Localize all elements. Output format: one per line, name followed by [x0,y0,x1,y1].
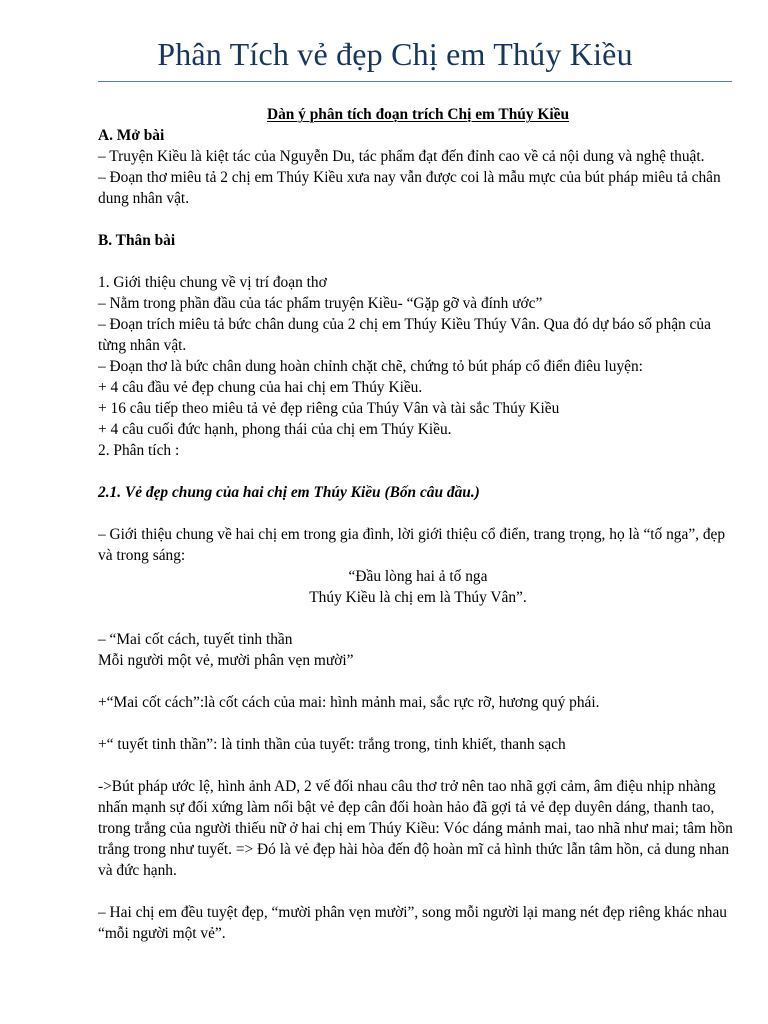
intro-paragraph: – Giới thiệu chung về hai chị em trong gia đình, lời giới thiệu cổ điển, trang trọng, họ là “tố nga”, đẹp và trong sáng: [98,526,726,564]
final-paragraph: – Hai chị em đều tuyệt đẹp, “mười phân vẹn mười”, song mỗi người lại mang nét đẹp riêng khác nhau “mỗi người một vẻ”. [98,904,728,942]
page-title: Phân Tích vẻ đẹp Chị em Thúy Kiều [157,36,633,72]
spacer [98,881,738,902]
spacer [98,671,738,692]
item-2-title: 2. Phân tích : [98,442,180,459]
spacer [98,755,738,776]
verse-line: Thúy Kiều là chị em là Thúy Vân”. [309,589,527,606]
spacer [98,461,738,482]
section-a-heading: A. Mở bài [98,127,165,144]
item-1-line: – Đoạn trích miêu tả bức chân dung của 2 chị em Thúy Kiều Thúy Vân. Qua đó dự báo số phận của từng nhân vật. [98,316,711,354]
section-a-paragraph: – Đoạn thơ miêu tả 2 chị em Thúy Kiều xưa nay vẫn được coi là mẫu mực của bút pháp miêu tả chân dung nhân vật. [98,169,721,207]
spacer [98,608,738,629]
subsection-2-1-heading: 2.1. Vẻ đẹp chung của hai chị em Thúy Kiều (Bốn câu đầu.) [98,484,480,501]
spacer [98,209,738,230]
spacer [98,503,738,524]
item-1-line: – Nằm trong phần đầu của tác phẩm truyện Kiều- “Gặp gỡ và đính ước” [98,295,543,312]
tuyet-explanation: +“ tuyết tinh thần”: là tinh thần của tuyết: trắng trong, tinh khiết, thanh sạch [98,736,566,753]
item-1-line: + 4 câu cuối đức hạnh, phong thái của chị em Thúy Kiều. [98,421,452,438]
title-underline-rule [98,81,732,82]
item-1-line: + 16 câu tiếp theo miêu tả vẻ đẹp riêng của Thúy Vân và tài sắc Thúy Kiều [98,400,560,417]
item-1-line: + 4 câu đầu vẻ đẹp chung của hai chị em Thúy Kiều. [98,379,423,396]
spacer [98,251,738,272]
document-body [98,104,738,944]
spacer [98,713,738,734]
section-b-heading: B. Thân bài [98,232,176,249]
item-1-title: 1. Giới thiệu chung về vị trí đoạn thơ [98,274,327,291]
mai-explanation: +“Mai cốt cách”:là cốt cách của mai: hình mảnh mai, sắc rực rỡ, hương quý phái. [98,694,600,711]
item-1-line: – Đoạn thơ là bức chân dung hoàn chỉnh chặt chẽ, chứng tỏ bút pháp cổ điển điêu luyện: [98,358,643,375]
section-a-paragraph: – Truyện Kiều là kiệt tác của Nguyễn Du, tác phẩm đạt đến đỉnh cao về cả nội dung và nghệ thuật. [98,148,705,165]
verse-line: “Đầu lòng hai ả tố nga [348,568,488,585]
outline-subtitle: Dàn ý phân tích đoạn trích Chị em Thúy Kiều [266,106,570,123]
quote-line: Mỗi người một vẻ, mười phân vẹn mười” [98,652,354,669]
conclusion-paragraph: ->Bút pháp ước lệ, hình ảnh AD, 2 vế đối nhau câu thơ trở nên tao nhã gợi cảm, âm điệu nhịp nhàng nhấn mạnh sự đối xứng làm nổi bật vẻ đẹp cân đối hoàn hảo đã gợi tả vẻ đẹp duyên dáng, thanh tao, trong trắng của người thiếu nữ ở hai chị em Thúy Kiều: Vóc dáng mảnh mai, tao nhã như mai; tâm hồn trắng trong như tuyết. => Đó là vẻ đẹp hài hòa đến độ hoàn mĩ cả hình thức lẫn tâm hồn, cả dung nhan và đức hạnh. [98,778,733,879]
quote-line: – “Mai cốt cách, tuyết tinh thần [98,631,293,648]
